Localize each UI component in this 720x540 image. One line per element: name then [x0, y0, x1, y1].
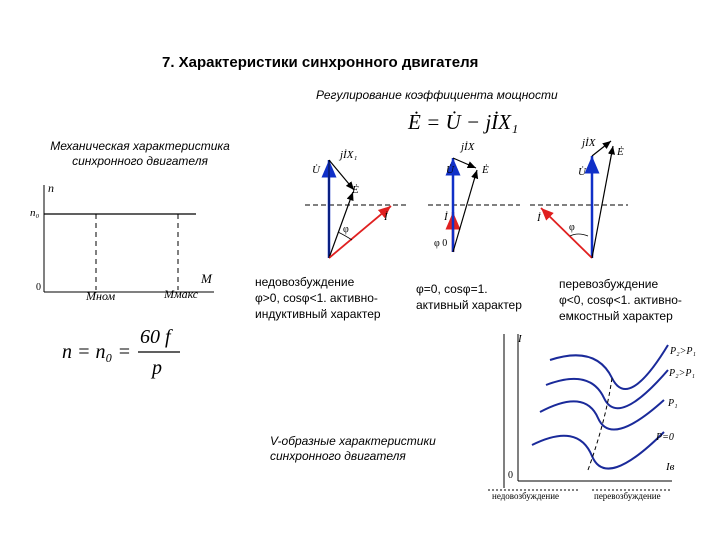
v-curve-label-1: P₂>P₁	[670, 346, 696, 357]
case3-line3: емкостный характер	[559, 309, 673, 323]
phasor2-e-label: Ė	[482, 164, 489, 176]
v-title-line1: V-образные характеристики	[270, 434, 436, 448]
v-y-label: I	[518, 333, 522, 345]
case-underexcited-text	[255, 274, 381, 322]
phasor2-jix-vector	[453, 158, 476, 168]
main-equation: Ė = U̇ − jİX₁	[408, 110, 519, 134]
mech-n0-label: n₀	[30, 207, 40, 219]
phasor3-e-vector	[592, 146, 613, 258]
mechanical-chart	[30, 181, 214, 303]
v-curve-label-2: P₂>P₁	[669, 368, 695, 379]
case3-line2: φ<0, cosφ<1. активно-	[559, 293, 682, 307]
v-region-right: перевозбуждение	[594, 491, 661, 501]
phasor-diagram-unity	[428, 141, 520, 252]
phasor3-u-label: U̇	[578, 166, 586, 178]
case1-line1: недовозбуждение	[255, 275, 355, 289]
phasor1-e-label: Ė	[352, 184, 359, 196]
v-curve-1	[550, 345, 668, 389]
v-curve-4	[532, 432, 664, 469]
speed-formula	[62, 326, 180, 379]
v-curve-label-4: P=0	[656, 432, 674, 443]
phasor3-phi-arc	[570, 234, 588, 236]
phasor-diagram-overexcited	[530, 137, 628, 258]
phasor2-i-label: İ	[444, 211, 448, 223]
phasor3-i-label: İ	[537, 212, 541, 224]
phasor1-jix-vector	[329, 160, 354, 190]
mech-tick-mmax: Mмакс	[164, 287, 199, 301]
case2-line2: активный характер	[416, 298, 522, 312]
phasor1-jix-label: jİX₁	[340, 149, 358, 161]
mechanical-title-line1: Механическая характеристика	[50, 139, 230, 153]
v-curve-3	[540, 400, 664, 430]
page-title: 7. Характеристики синхронного двигателя	[162, 54, 479, 71]
case1-line3: индуктивный характер	[255, 307, 381, 321]
v-origin: 0	[508, 470, 513, 481]
phasor3-jix-label: jİX	[582, 137, 596, 149]
case1-line2: φ>0, cosφ<1. активно-	[255, 291, 378, 305]
mech-origin: 0	[36, 282, 41, 293]
mech-x-label: M	[201, 271, 212, 286]
phasor-diagram-underexcited	[305, 149, 408, 258]
v-curve-label-3: P₁	[668, 398, 678, 409]
phasor3-phi-label: φ	[569, 222, 575, 233]
mechanical-title-line2: синхронного двигателя	[72, 154, 208, 168]
case2-line1: φ=0, cosφ=1.	[416, 282, 488, 296]
phasor1-phi-label: φ	[343, 224, 349, 235]
phasor2-e-vector	[453, 170, 477, 252]
pf-regulation-title: Регулирование коэффициента мощности	[316, 88, 558, 102]
mech-y-label: n	[48, 181, 54, 195]
formula-lhs: n = n₀ =	[62, 341, 131, 363]
mech-tick-mnom: Mном	[86, 289, 116, 303]
v-curves-title	[270, 434, 436, 464]
phasor1-i-label: İ	[384, 211, 388, 223]
phasor1-u-label: U̇	[312, 164, 320, 176]
formula-num: 60 f	[140, 326, 171, 348]
phasor2-jix-label: jİX	[461, 141, 475, 153]
case-overexcited-text	[559, 276, 682, 324]
v-title-line2: синхронного двигателя	[270, 449, 406, 463]
v-x-label: Iв	[666, 461, 675, 473]
case-unity-text	[416, 281, 522, 313]
v-region-left: недовозбуждение	[492, 491, 560, 501]
v-curves-chart	[488, 333, 696, 501]
case3-line1: перевозбуждение	[559, 277, 659, 291]
phasor2-u-label: U̇	[446, 164, 454, 176]
phasor2-phi-label: φ 0	[434, 238, 448, 249]
phasor3-e-label: Ė	[617, 146, 624, 158]
formula-den: p	[152, 357, 162, 379]
phasor3-i-vector	[541, 208, 592, 258]
